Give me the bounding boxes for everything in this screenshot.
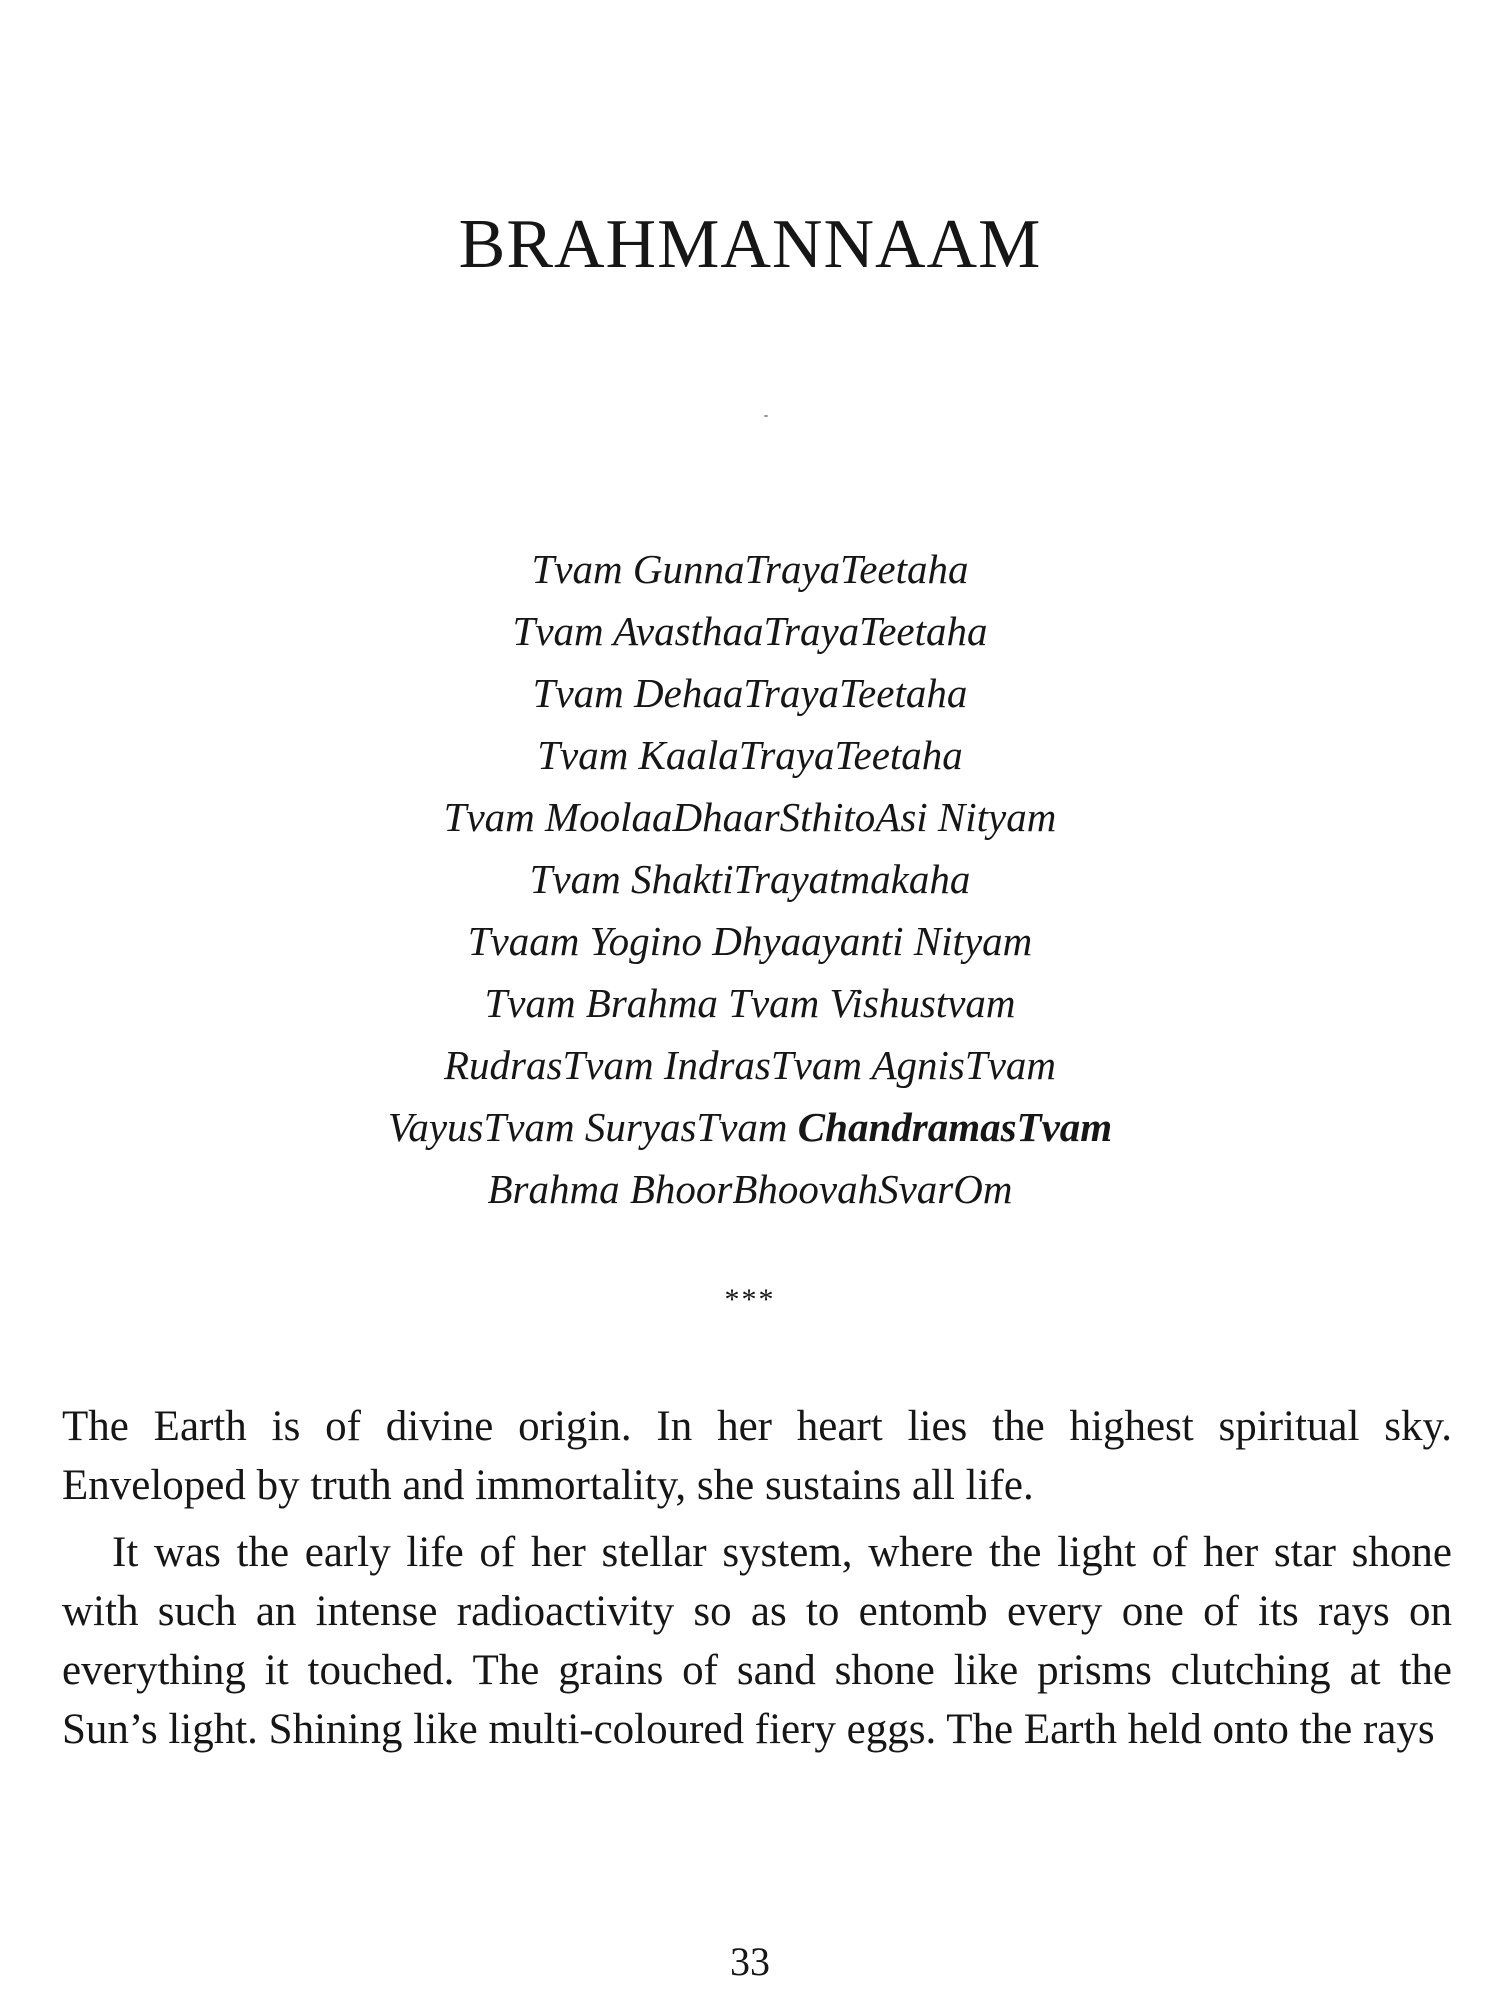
body-text (62, 1397, 1452, 1759)
verse-line: Tvaam Yogino Dhyaayanti Nityam (467, 918, 1033, 964)
verse-line: Tvam MoolaaDhaarSthitoAsi Nityam (443, 794, 1057, 840)
verse-line (0, 1096, 1500, 1158)
chapter-title: BRAHMANNAAM (458, 206, 1042, 283)
paragraph: The Earth is of divine origin. In her heart lies the highest spiritual sky. Enveloped by truth and immortality, she sustains all life. (62, 1403, 1452, 1509)
mantra-verse (0, 538, 1500, 1220)
section-separator: *** (724, 1283, 776, 1316)
verse-line: Tvam KaalaTrayaTeetaha (537, 732, 963, 778)
verse-line: RudrasTvam IndrasTvam AgnisTvam (444, 1042, 1056, 1088)
page-number: 33 (730, 1939, 770, 1984)
verse-line: Tvam AvasthaaTrayaTeetaha (512, 608, 988, 654)
verse-line-regular: VayusTvam SuryasTvam (387, 1104, 798, 1150)
verse-line: Tvam GunnaTrayaTeetaha (531, 546, 969, 592)
paragraph: It was the early life of her stellar system, where the light of her star shone with such an intense radioactivity so as to entomb every one of its rays on everything it touched. The grains of sand shone like prisms clutching at the Sun’s light. Shining like multi-coloured fiery eggs. The Earth held onto the rays (62, 1529, 1452, 1753)
verse-line: Tvam DehaaTrayaTeetaha (532, 670, 968, 716)
verse-line: Tvam Brahma Tvam Vishustvam (484, 980, 1016, 1026)
print-speck (764, 415, 768, 417)
verse-line: Brahma BhoorBhoovahSvarOm (487, 1166, 1013, 1212)
verse-line-bold: ChandramasTvam (797, 1104, 1113, 1150)
verse-line: Tvam ShaktiTrayatmakaha (529, 856, 971, 902)
